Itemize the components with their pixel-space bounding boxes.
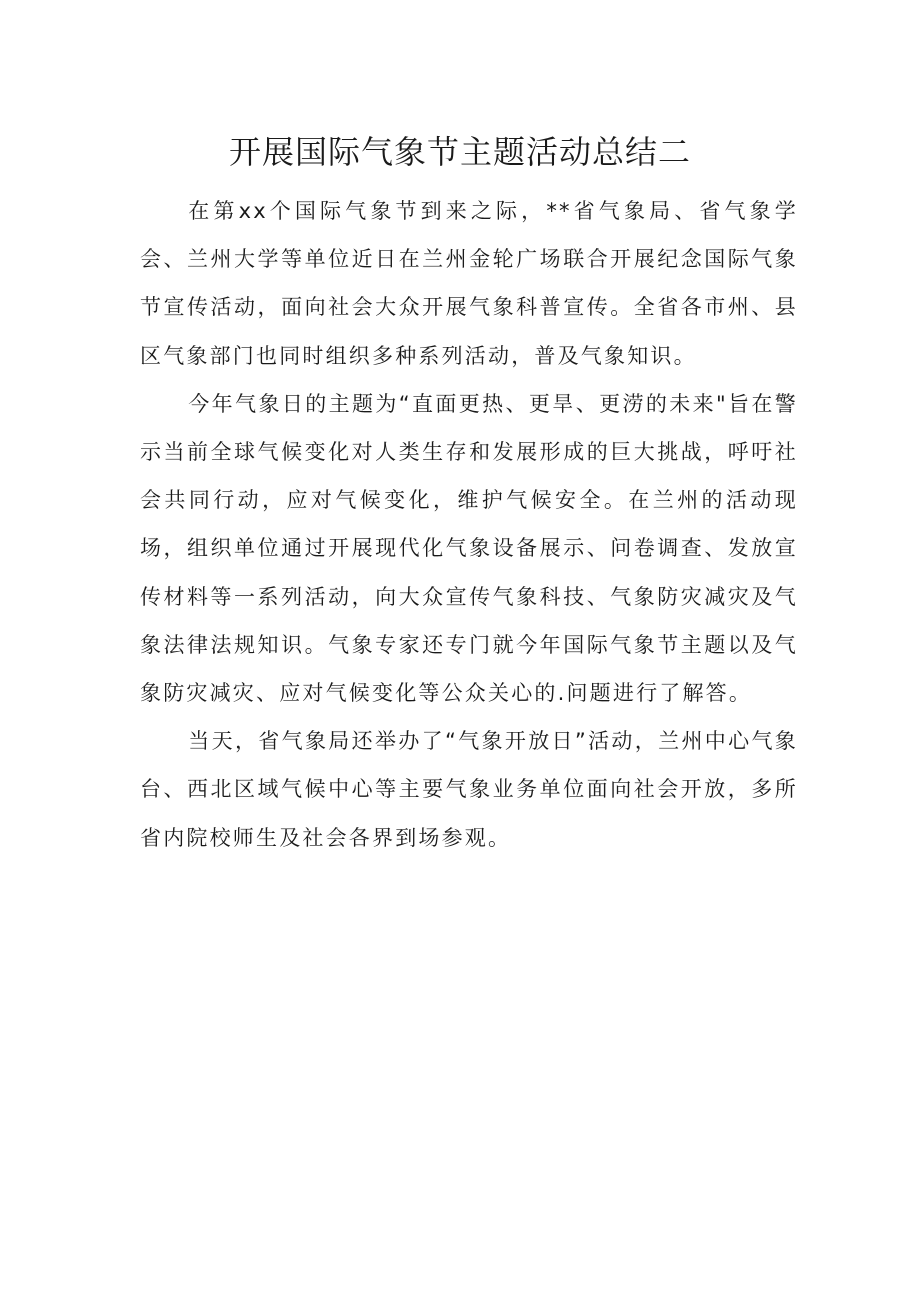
paragraph-3: 当天，省气象局还举办了“气象开放日”活动，兰州中心气象台、西北区域气候中心等主要气象业务单位面向社会开放，多所省内院校师生及社会各界到场参观。 <box>140 729 798 850</box>
document-title: 开展国际气象节主题活动总结二 <box>228 133 691 171</box>
paragraph-1: 在第xx个国际气象节到来之际，**省气象局、省气象学会、兰州大学等单位近日在兰州金轮广场联合开展纪念国际气象节宣传活动，面向社会大众开展气象科普宣传。全省各市州、县区气象部门也同时组织多种系列活动，普及气象知识。 <box>140 199 798 368</box>
document-body <box>140 187 798 862</box>
paragraph-2: 今年气象日的主题为“直面更热、更旱、更涝的未来"旨在警示当前全球气候变化对人类生存和发展形成的巨大挑战，呼吁社会共同行动，应对气候变化，维护气候安全。在兰州的活动现场，组织单位通过开展现代化气象设备展示、问卷调查、发放宣传材料等一系列活动，向大众宣传气象科技、气象防灾减灾及气象法律法规知识。气象专家还专门就今年国际气象节主题以及气象防灾减灾、应对气候变化等公众关心的.问题进行了解答。 <box>140 391 798 706</box>
